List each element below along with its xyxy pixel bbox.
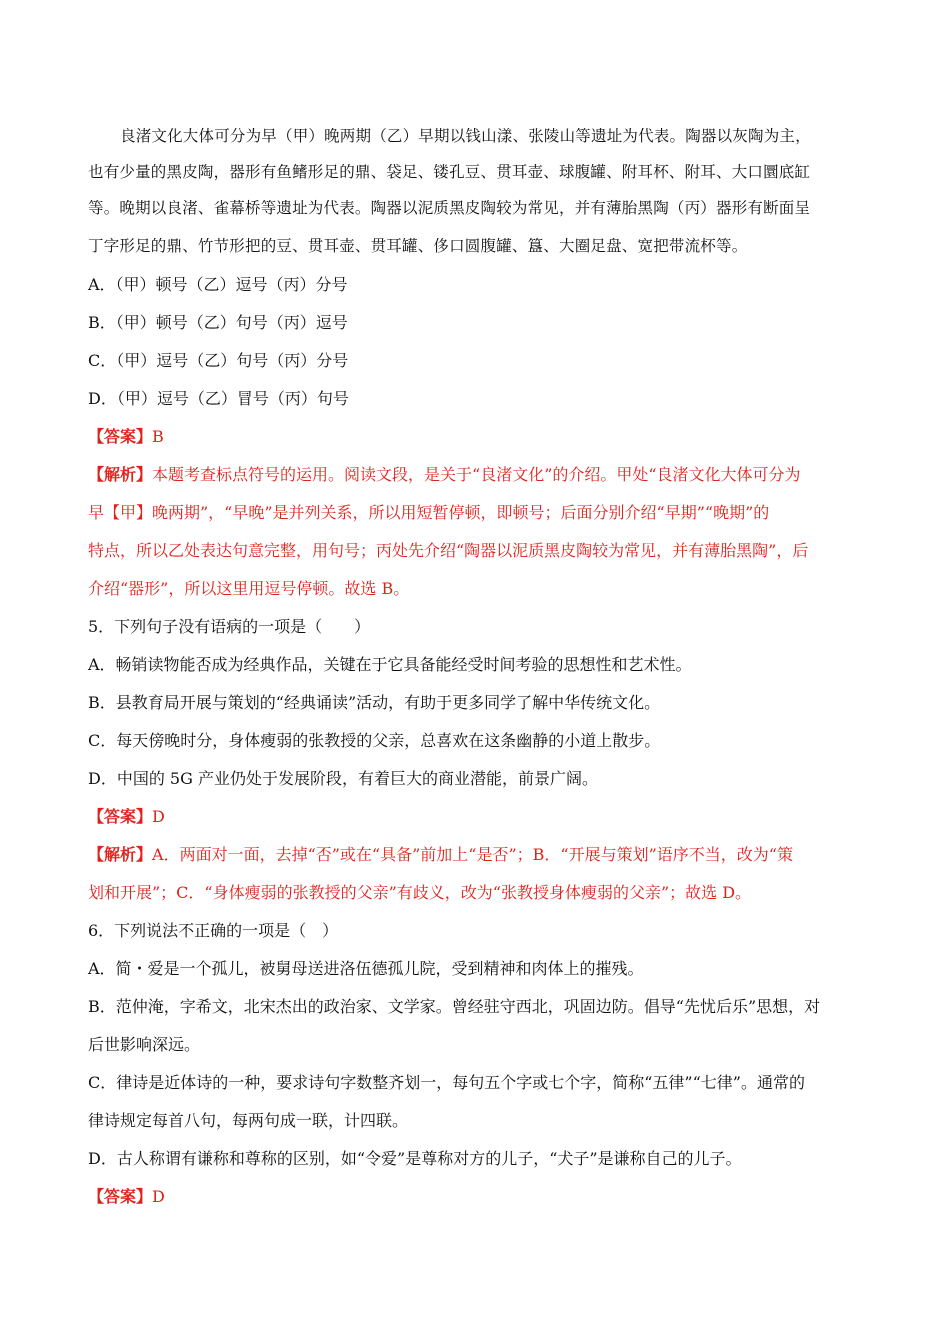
q4-answer <box>88 427 868 447</box>
analysis-tag: 【解析】 <box>88 845 153 864</box>
q5-analysis-line-1 <box>88 845 868 865</box>
q4-option-d: D．（甲）逗号（乙）冒号（丙）句号 <box>88 389 349 408</box>
q4-analysis-line-1 <box>88 465 868 485</box>
q5-option-c: C．每天傍晚时分，身体瘦弱的张教授的父亲，总喜欢在这条幽静的小道上散步。 <box>88 731 661 750</box>
q6-answer <box>88 1187 868 1207</box>
passage-line-4: 丁字形足的鼎、竹节形把的豆、贯耳壶、贯耳罐、侈口圆腹罐、簋、大圈足盘、宽把带流杯等。 <box>88 237 748 255</box>
q5-option-b: B．县教育局开展与策划的“经典诵读”活动，有助于更多同学了解中华传统文化。 <box>88 693 661 712</box>
passage-line-3: 等。晚期以良渚、雀幕桥等遗址为代表。陶器以泥质黑皮陶较为常见，并有薄胎黑陶（丙）器形有断面呈 <box>88 199 811 217</box>
q5-analysis-line-2: 划和开展”；C．“身体瘦弱的张教授的父亲”有歧义，改为“张教授身体瘦弱的父亲”；故选 D。 <box>88 883 752 902</box>
q5-option-d: D．中国的 5G 产业仍处于发展阶段，有着巨大的商业潜能，前景广阔。 <box>88 769 598 788</box>
q4-option-b: B．（甲）顿号（乙）句号（丙）逗号 <box>88 313 348 332</box>
q6-option-c: C．律诗是近体诗的一种，要求诗句字数整齐划一，每句五个字或七个字，简称“五律”“七律”。通常的 <box>88 1073 805 1092</box>
q6-option-b-cont: 后世影响深远。 <box>88 1035 201 1054</box>
q6-option-a: A．简・爱是一个孤儿，被舅母送进洛伍德孤儿院，受到精神和肉体上的摧残。 <box>88 959 644 978</box>
q6-option-d: D．古人称谓有谦称和尊称的区别，如“令爱”是尊称对方的儿子，“犬子”是谦称自己的儿子。 <box>88 1149 742 1168</box>
q4-option-c: C．（甲）逗号（乙）句号（丙）分号 <box>88 351 349 370</box>
q4-analysis-line-3: 特点，所以乙处表达句意完整，用句号；丙处先介绍“陶器以泥质黑皮陶较为常见，并有薄胎黑陶”，后 <box>88 541 809 560</box>
analysis-text: 本题考查标点符号的运用。阅读文段，是关于“良渚文化”的介绍。甲处“良渚文化大体可分为 <box>152 465 801 484</box>
q6-stem: 6．下列说法不正确的一项是（ ） <box>88 921 339 940</box>
analysis-tag: 【解析】 <box>88 465 153 484</box>
q4-analysis-line-2: 早【甲】晚两期”，“早晚”是并列关系，所以用短暂停顿，即顿号；后面分别介绍“早期”“晚期”的 <box>88 503 770 522</box>
q5-option-a: A．畅销读物能否成为经典作品，关键在于它具备能经受时间考验的思想性和艺术性。 <box>88 655 692 674</box>
passage-line-1: 良渚文化大体可分为早（甲）晚两期（乙）早期以钱山漾、张陵山等遗址为代表。陶器以灰陶为主， <box>120 127 811 145</box>
analysis-text: A．两面对一面，去掉“否”或在“具备”前加上“是否”；B．“开展与策划”语序不当，改为“策 <box>152 845 793 864</box>
passage-line-2: 也有少量的黑皮陶，器形有鱼鳍形足的鼎、袋足、镂孔豆、贯耳壶、球腹罐、附耳杯、附耳、大口圜底缸 <box>88 163 811 181</box>
answer-value: B <box>152 427 164 446</box>
answer-tag: 【答案】 <box>88 427 153 446</box>
q6-option-b: B．范仲淹，字希文，北宋杰出的政治家、文学家。曾经驻守西北，巩固边防。倡导“先忧后乐”思想，对 <box>88 997 821 1016</box>
q5-stem: 5．下列句子没有语病的一项是（ ） <box>88 617 371 636</box>
answer-tag: 【答案】 <box>88 807 153 826</box>
q6-option-c-cont: 律诗规定每首八句，每两句成一联，计四联。 <box>88 1111 409 1130</box>
q4-analysis-line-4: 介绍“器形”，所以这里用逗号停顿。故选 B。 <box>88 579 410 598</box>
answer-value: D <box>152 1187 165 1206</box>
answer-value: D <box>152 807 165 826</box>
q4-option-a: A．（甲）顿号（乙）逗号（丙）分号 <box>88 275 348 294</box>
answer-tag: 【答案】 <box>88 1187 153 1206</box>
q5-answer <box>88 807 868 827</box>
